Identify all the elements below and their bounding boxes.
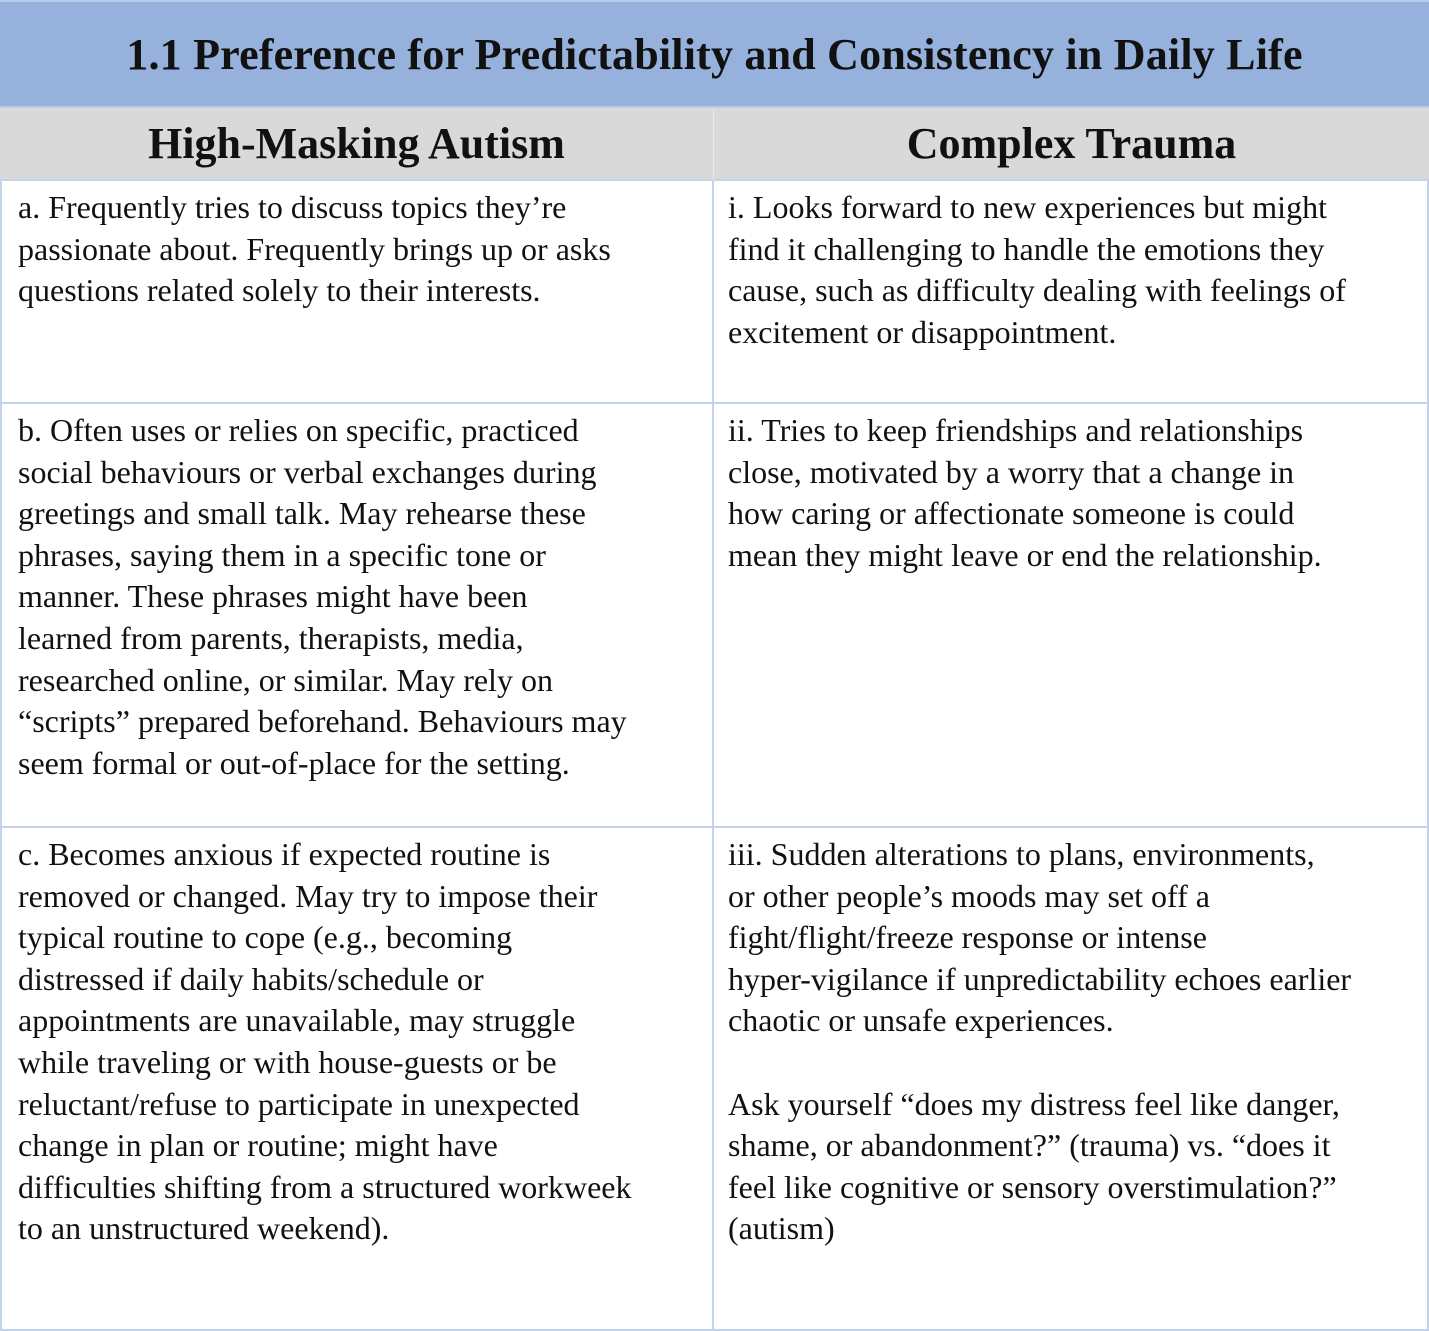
cell-text-line: shame, or abandonment?” (trauma) vs. “does it (728, 1127, 1331, 1164)
cell-text-line: cause, such as difficulty dealing with feelings of (728, 272, 1346, 309)
cell-trauma-ii (714, 404, 1429, 828)
cell-text-line: a. Frequently tries to discuss topics they’re (18, 189, 567, 225)
cell-text-line: distressed if daily habits/schedule or (18, 960, 484, 997)
cell-text-line: questions related solely to their interests. (18, 272, 541, 309)
cell-text-line: manner. These phrases might have been (18, 578, 528, 615)
cell-text-line: feel like cognitive or sensory overstimulation?” (728, 1168, 1337, 1205)
cell-text-line: difficulties shifting from a structured workweek (18, 1168, 632, 1205)
cell-text-line: hyper-vigilance if unpredictability echoes earlier (728, 960, 1352, 997)
cell-text-line: (autism) (728, 1210, 835, 1247)
table-title-bar (0, 0, 1429, 108)
column-header-trauma (714, 108, 1429, 181)
cell-paragraph (18, 187, 698, 312)
column-header-autism-label: High-Masking Autism (148, 119, 565, 168)
cell-text-line: change in plan or routine; might have (18, 1127, 498, 1164)
cell-text-line: to an unstructured weekend). (18, 1210, 390, 1247)
column-header-trauma-label: Complex Trauma (906, 119, 1237, 168)
cell-text-line: i. Looks forward to new experiences but might (728, 189, 1327, 225)
cell-paragraph (18, 834, 698, 1250)
cell-paragraph (728, 1084, 1413, 1250)
cell-text-line: find it challenging to handle the emotions they (728, 230, 1325, 267)
cell-text-line: researched online, or similar. May rely on (18, 661, 553, 698)
cell-text-line: greetings and small talk. May rehearse these (18, 495, 586, 532)
cell-text-line: learned from parents, therapists, media, (18, 619, 524, 656)
cell-text-line: while traveling or with house-guests or be (18, 1043, 557, 1080)
cell-text-line: social behaviours or verbal exchanges during (18, 453, 597, 490)
cell-text-line: how caring or affectionate someone is could (728, 495, 1295, 532)
cell-paragraph (728, 187, 1413, 353)
cell-text-line: mean they might leave or end the relationship. (728, 536, 1322, 573)
cell-trauma-i (714, 181, 1429, 404)
cell-text-line: ii. Tries to keep friendships and relationships (728, 412, 1304, 448)
cell-text-line: iii. Sudden alterations to plans, environments, (728, 836, 1315, 872)
cell-autism-a (0, 181, 714, 404)
cell-text-line: fight/flight/freeze response or intense (728, 919, 1207, 956)
cell-text-line: typical routine to cope (e.g., becoming (18, 919, 513, 956)
cell-text-line: phrases, saying them in a specific tone or (18, 536, 546, 573)
cell-autism-b (0, 404, 714, 828)
cell-text-line: b. Often uses or relies on specific, practiced (18, 412, 579, 448)
cell-text-line: “scripts” prepared beforehand. Behaviours may (18, 703, 627, 740)
cell-text-line: Ask yourself “does my distress feel like danger, (728, 1085, 1340, 1122)
cell-text-line: c. Becomes anxious if expected routine is (18, 836, 551, 872)
cell-text-line: passionate about. Frequently brings up or asks (18, 230, 611, 267)
table-title: 1.1 Preference for Predictability and Consistency in Daily Life (126, 29, 1303, 79)
cell-text-line: chaotic or unsafe experiences. (728, 1002, 1114, 1039)
cell-text-line: or other people’s moods may set off a (728, 877, 1210, 914)
cell-trauma-iii (714, 828, 1429, 1331)
cell-paragraph (18, 410, 698, 784)
cell-autism-c (0, 828, 714, 1331)
cell-paragraph (728, 410, 1413, 576)
column-header-autism (0, 108, 714, 181)
cell-paragraph (728, 834, 1413, 1042)
cell-text-line: reluctant/refuse to participate in unexpected (18, 1085, 580, 1122)
cell-text-line: removed or changed. May try to impose their (18, 877, 598, 914)
cell-text-line: excitement or disappointment. (728, 313, 1117, 350)
cell-text-line: appointments are unavailable, may struggle (18, 1002, 576, 1039)
cell-text-line: close, motivated by a worry that a change in (728, 453, 1295, 490)
cell-text-line: seem formal or out-of-place for the setting. (18, 744, 570, 781)
